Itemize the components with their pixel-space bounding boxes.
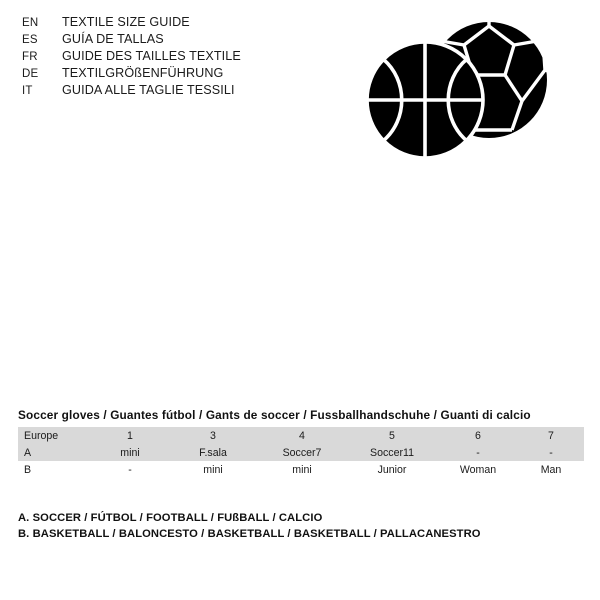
legend-row (22, 65, 352, 82)
legend-row (22, 31, 352, 48)
table-cell: - (438, 444, 518, 461)
footnote-a: A. SOCCER / FÚTBOL / FOOTBALL / FUßBALL / CALCIO (18, 512, 323, 524)
legend-language-text: TEXTILGRÖßENFÜHRUNG (62, 66, 224, 80)
table-cell: Soccer11 (346, 444, 438, 461)
table-cell: Soccer7 (258, 444, 346, 461)
legend-language-code: DE (22, 68, 39, 80)
table-cell: mini (92, 444, 168, 461)
language-legend (22, 14, 352, 99)
table-header-cell: 4 (258, 427, 346, 444)
legend-row (22, 14, 352, 31)
footnote-b: B. BASKETBALL / BALONCESTO / BASKETBALL / BASKETBALL / PALLACANESTRO (18, 528, 481, 540)
table-row-label: A (18, 444, 92, 461)
legend-language-text: GUIDA ALLE TAGLIE TESSILI (62, 83, 235, 97)
table-cell: Woman (438, 461, 518, 478)
legend-language-code: EN (22, 17, 39, 29)
legend-language-text: GUÍA DE TALLAS (62, 32, 164, 46)
table-cell: - (518, 444, 584, 461)
table-header-cell: 5 (346, 427, 438, 444)
legend-language-code: FR (22, 51, 38, 63)
table-cell: Junior (346, 461, 438, 478)
table-header-cell: 7 (518, 427, 584, 444)
table-header-cell: 6 (438, 427, 518, 444)
legend-language-code: IT (22, 85, 33, 97)
table-row (18, 461, 584, 478)
basketball-icon (367, 42, 483, 158)
table-row (18, 444, 584, 461)
table-header-cell: Europe (18, 427, 92, 444)
legend-row (22, 48, 352, 65)
size-table (18, 427, 584, 478)
legend-row (22, 82, 352, 99)
table-cell: mini (168, 461, 258, 478)
legend-language-text: GUIDE DES TAILLES TEXTILE (62, 49, 241, 63)
table-cell: Man (518, 461, 584, 478)
ball-illustration (352, 18, 564, 178)
table-cell: mini (258, 461, 346, 478)
table-header-cell: 3 (168, 427, 258, 444)
table-title: Soccer gloves / Guantes fútbol / Gants de soccer / Fussballhandschuhe / Guanti di calcio (18, 408, 531, 422)
table-header-cell: 1 (92, 427, 168, 444)
table-header-row (18, 427, 584, 444)
table-cell: F.sala (168, 444, 258, 461)
table-cell: - (92, 461, 168, 478)
footnotes (18, 510, 578, 542)
table-row-label: B (18, 461, 92, 478)
legend-language-text: TEXTILE SIZE GUIDE (62, 15, 190, 29)
size-table-block (18, 408, 584, 478)
legend-language-code: ES (22, 34, 38, 46)
